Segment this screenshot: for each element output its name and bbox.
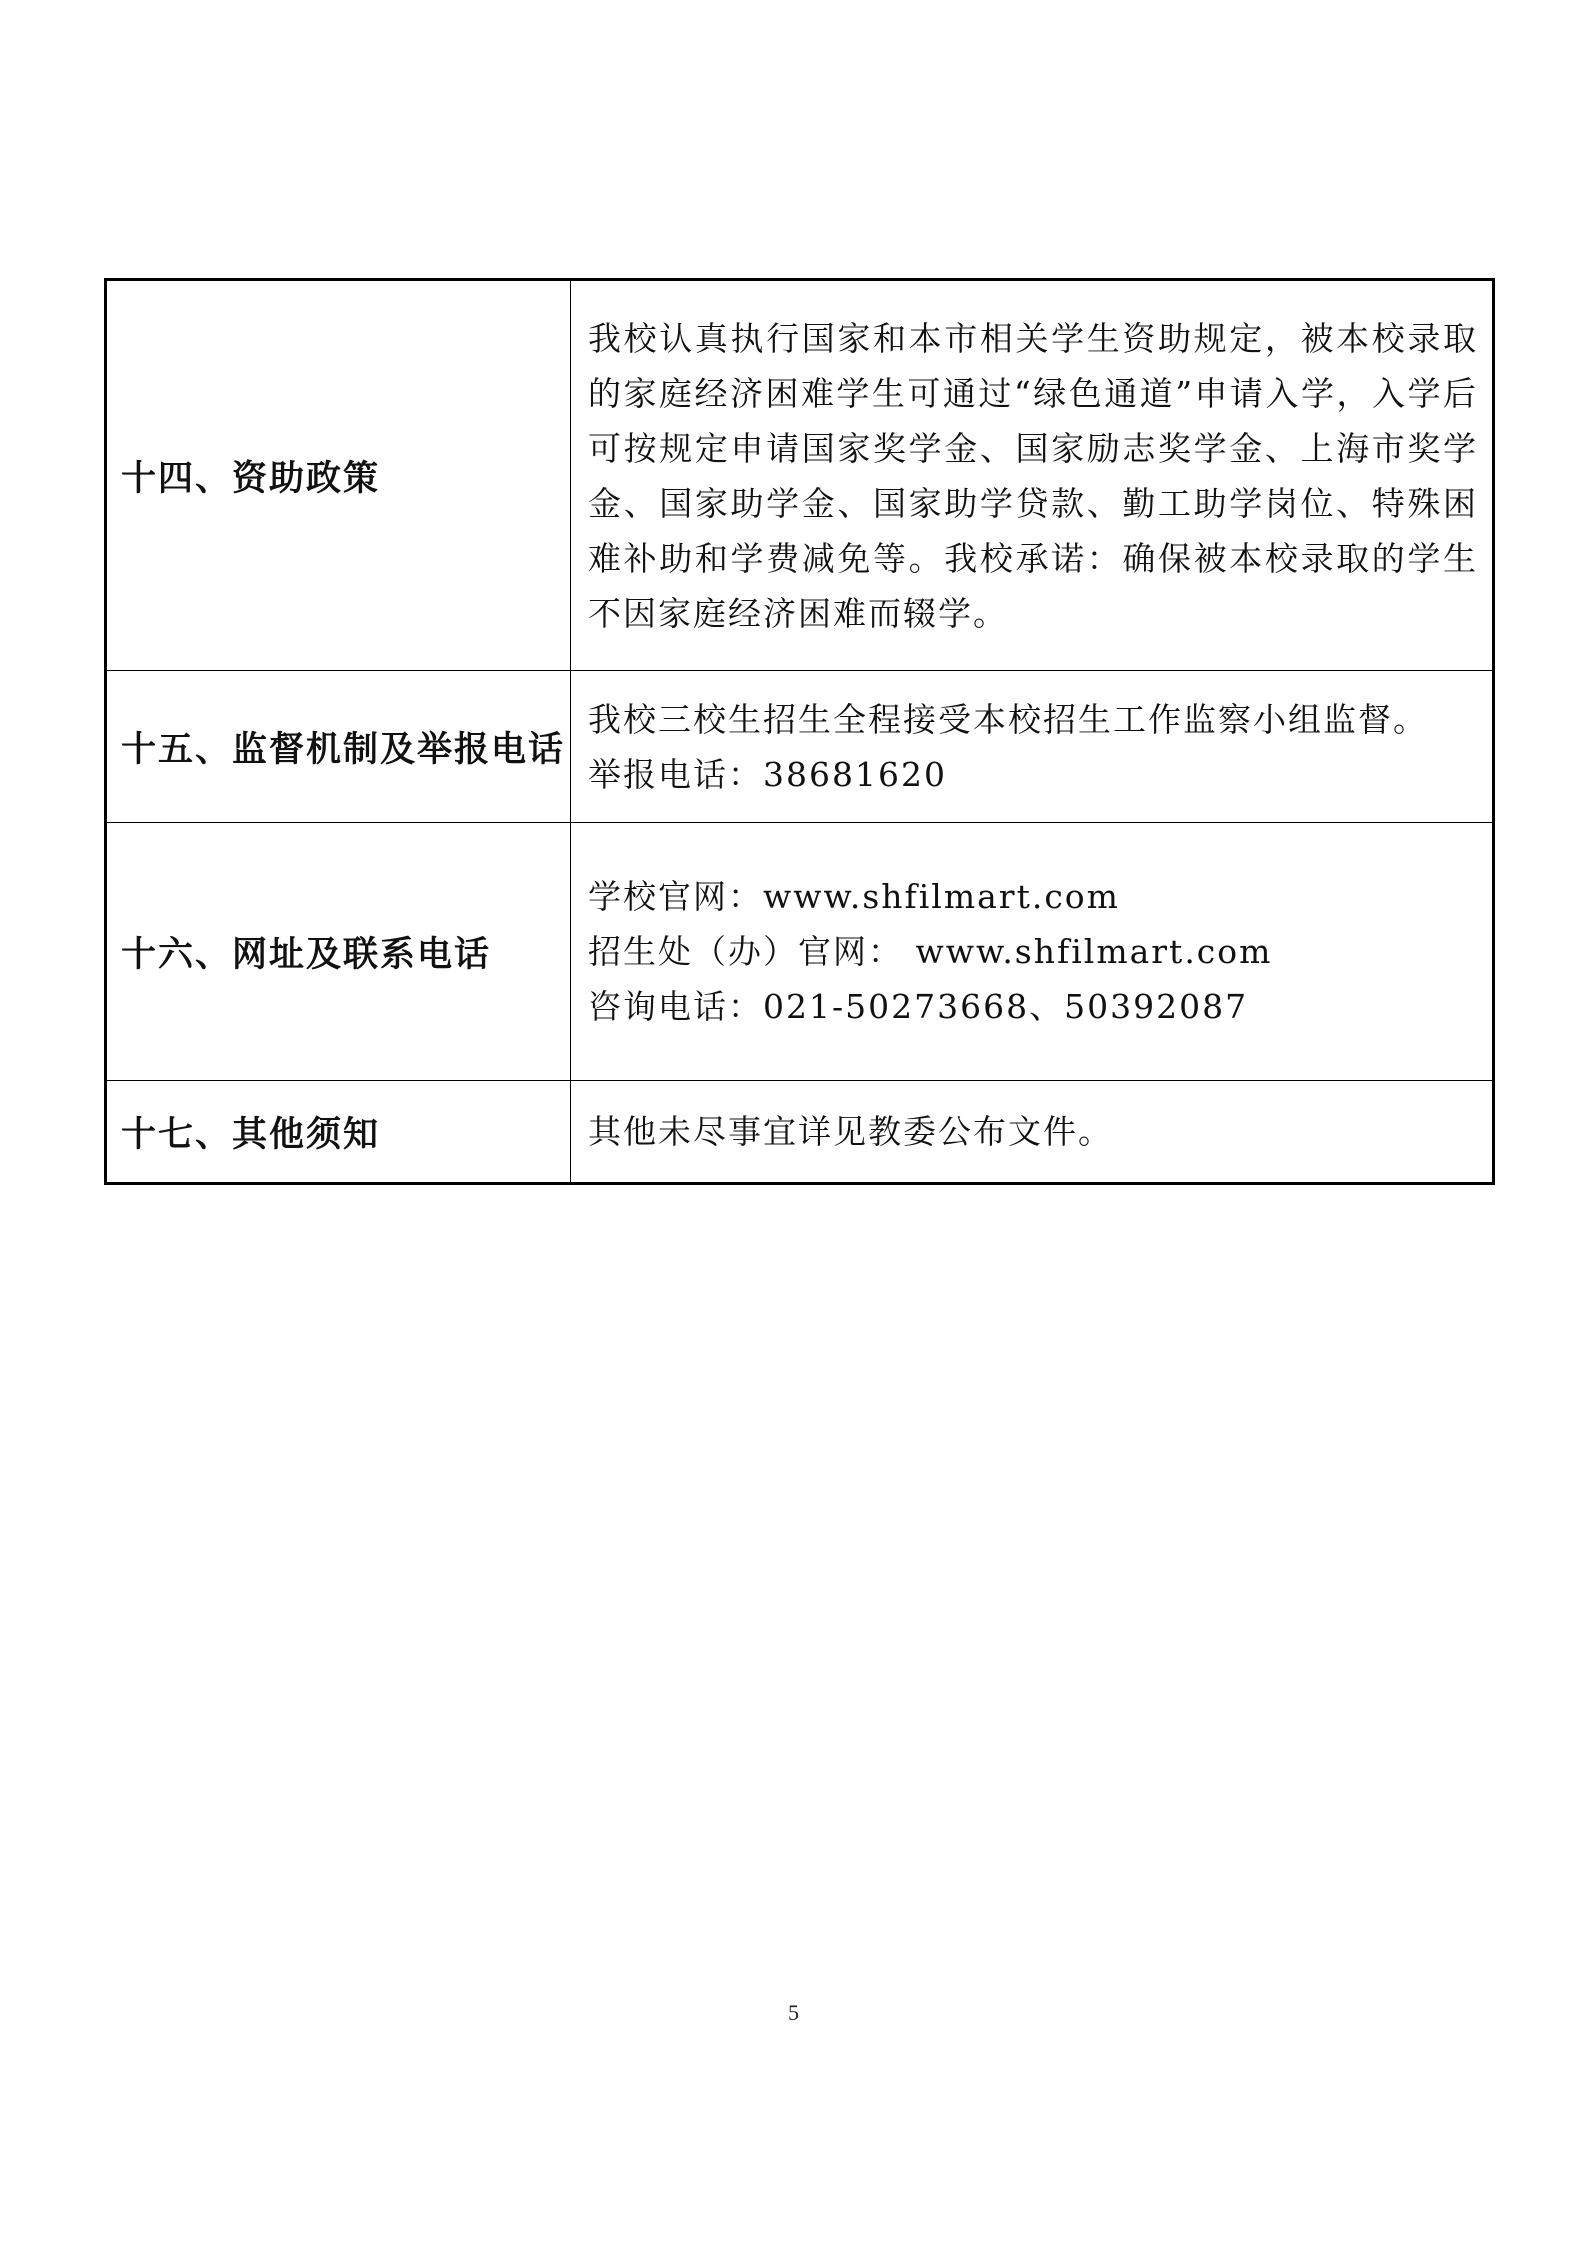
- report-phone-text: 举报电话：38681620: [588, 754, 947, 794]
- info-table: [104, 278, 1495, 1185]
- row-label-supervision: 十五、监督机制及举报电话: [106, 671, 571, 823]
- school-website-text: 学校官网：www.shfilmart.com: [588, 877, 1120, 916]
- row-label-other-notes: 十七、其他须知: [106, 1081, 571, 1184]
- other-notes-text: 其他未尽事宜详见教委公布文件。: [588, 1112, 1113, 1151]
- financial-aid-text: 我校认真执行国家和本市相关学生资助规定，被本校录取的家庭经济困难学生可通过“绿色通道”申请入学，入学后可按规定申请国家奖学金、国家励志奖学金、上海市奖学金、国家助学金、国家助学贷款、勤工助学岗位、特殊困难补助和学费减免等。我校承诺：确保被本校录取的学生不因家庭经济困难而辍学。: [588, 318, 1478, 633]
- page-number: 5: [788, 2000, 799, 2025]
- table-row-supervision: [106, 671, 1494, 823]
- admissions-website-text: 招生处（办）官网： www.shfilmart.com: [588, 932, 1273, 971]
- table-row-website-contact: [106, 823, 1494, 1081]
- row-content-other-notes: [571, 1081, 1494, 1184]
- row-label-financial-aid: 十四、资助政策: [106, 280, 571, 671]
- table-row-financial-aid: [106, 280, 1494, 671]
- row-content-supervision: [571, 671, 1494, 823]
- row-content-website-contact: [571, 823, 1494, 1081]
- supervision-text: 我校三校生招生全程接受本校招生工作监察小组监督。: [588, 699, 1428, 739]
- table-row-other-notes: [106, 1081, 1494, 1184]
- row-content-financial-aid: [571, 280, 1494, 671]
- consult-phone-text: 咨询电话：021-50273668、50392087: [588, 987, 1249, 1026]
- row-label-website-contact: 十六、网址及联系电话: [106, 823, 571, 1081]
